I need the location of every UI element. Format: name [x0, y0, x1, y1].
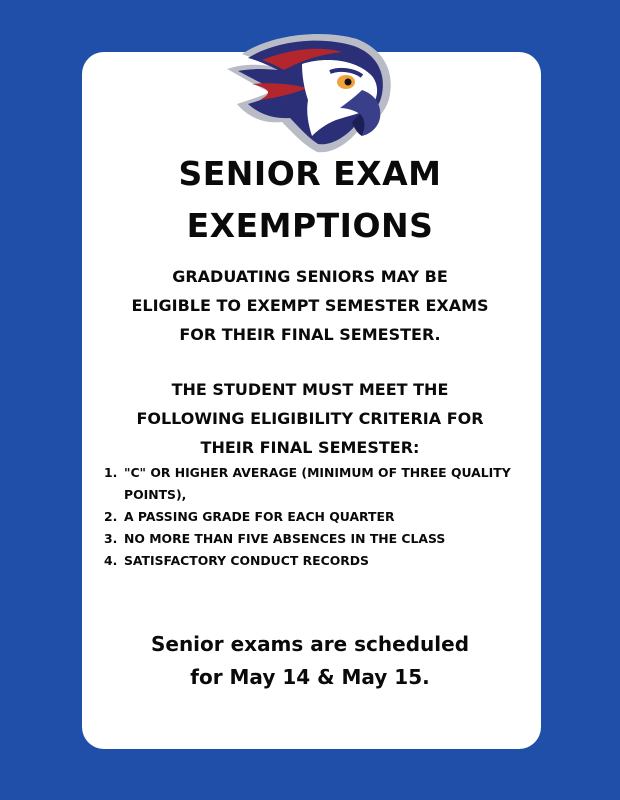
intro-line: FOR THEIR FINAL SEMESTER. — [179, 325, 441, 344]
criteria-intro-line: FOLLOWING ELIGIBILITY CRITERIA FOR — [136, 409, 484, 428]
criteria-list — [104, 462, 534, 572]
criteria-intro-line: THEIR FINAL SEMESTER: — [200, 438, 420, 457]
criteria-text: A PASSING GRADE FOR EACH QUARTER — [124, 509, 395, 524]
title-line: SENIOR EXAM — [178, 154, 442, 193]
intro-line: GRADUATING SENIORS MAY BE — [172, 267, 448, 286]
criteria-item — [104, 528, 534, 550]
schedule-line: for May 14 & May 15. — [190, 665, 430, 689]
intro-line: ELIGIBLE TO EXEMPT SEMESTER EXAMS — [131, 296, 489, 315]
criteria-intro — [0, 375, 620, 462]
title-line: EXEMPTIONS — [186, 206, 434, 245]
intro-paragraph — [0, 262, 620, 349]
criteria-number: 4. — [104, 553, 118, 568]
criteria-item — [104, 550, 534, 572]
schedule-line: Senior exams are scheduled — [150, 632, 470, 656]
criteria-text: SATISFACTORY CONDUCT RECORDS — [124, 553, 369, 568]
criteria-text: "C" OR HIGHER AVERAGE (MINIMUM OF THREE QUALITY POINTS), — [124, 465, 511, 502]
criteria-number: 3. — [104, 531, 118, 546]
criteria-number: 2. — [104, 509, 118, 524]
criteria-item — [104, 462, 534, 506]
hawk-mascot-icon — [222, 24, 400, 164]
criteria-item — [104, 506, 534, 528]
page-title — [0, 148, 620, 252]
criteria-intro-line: THE STUDENT MUST MEET THE — [171, 380, 449, 399]
criteria-number: 1. — [104, 465, 118, 480]
criteria-text: NO MORE THAN FIVE ABSENCES IN THE CLASS — [124, 531, 446, 546]
exam-schedule — [0, 628, 620, 694]
